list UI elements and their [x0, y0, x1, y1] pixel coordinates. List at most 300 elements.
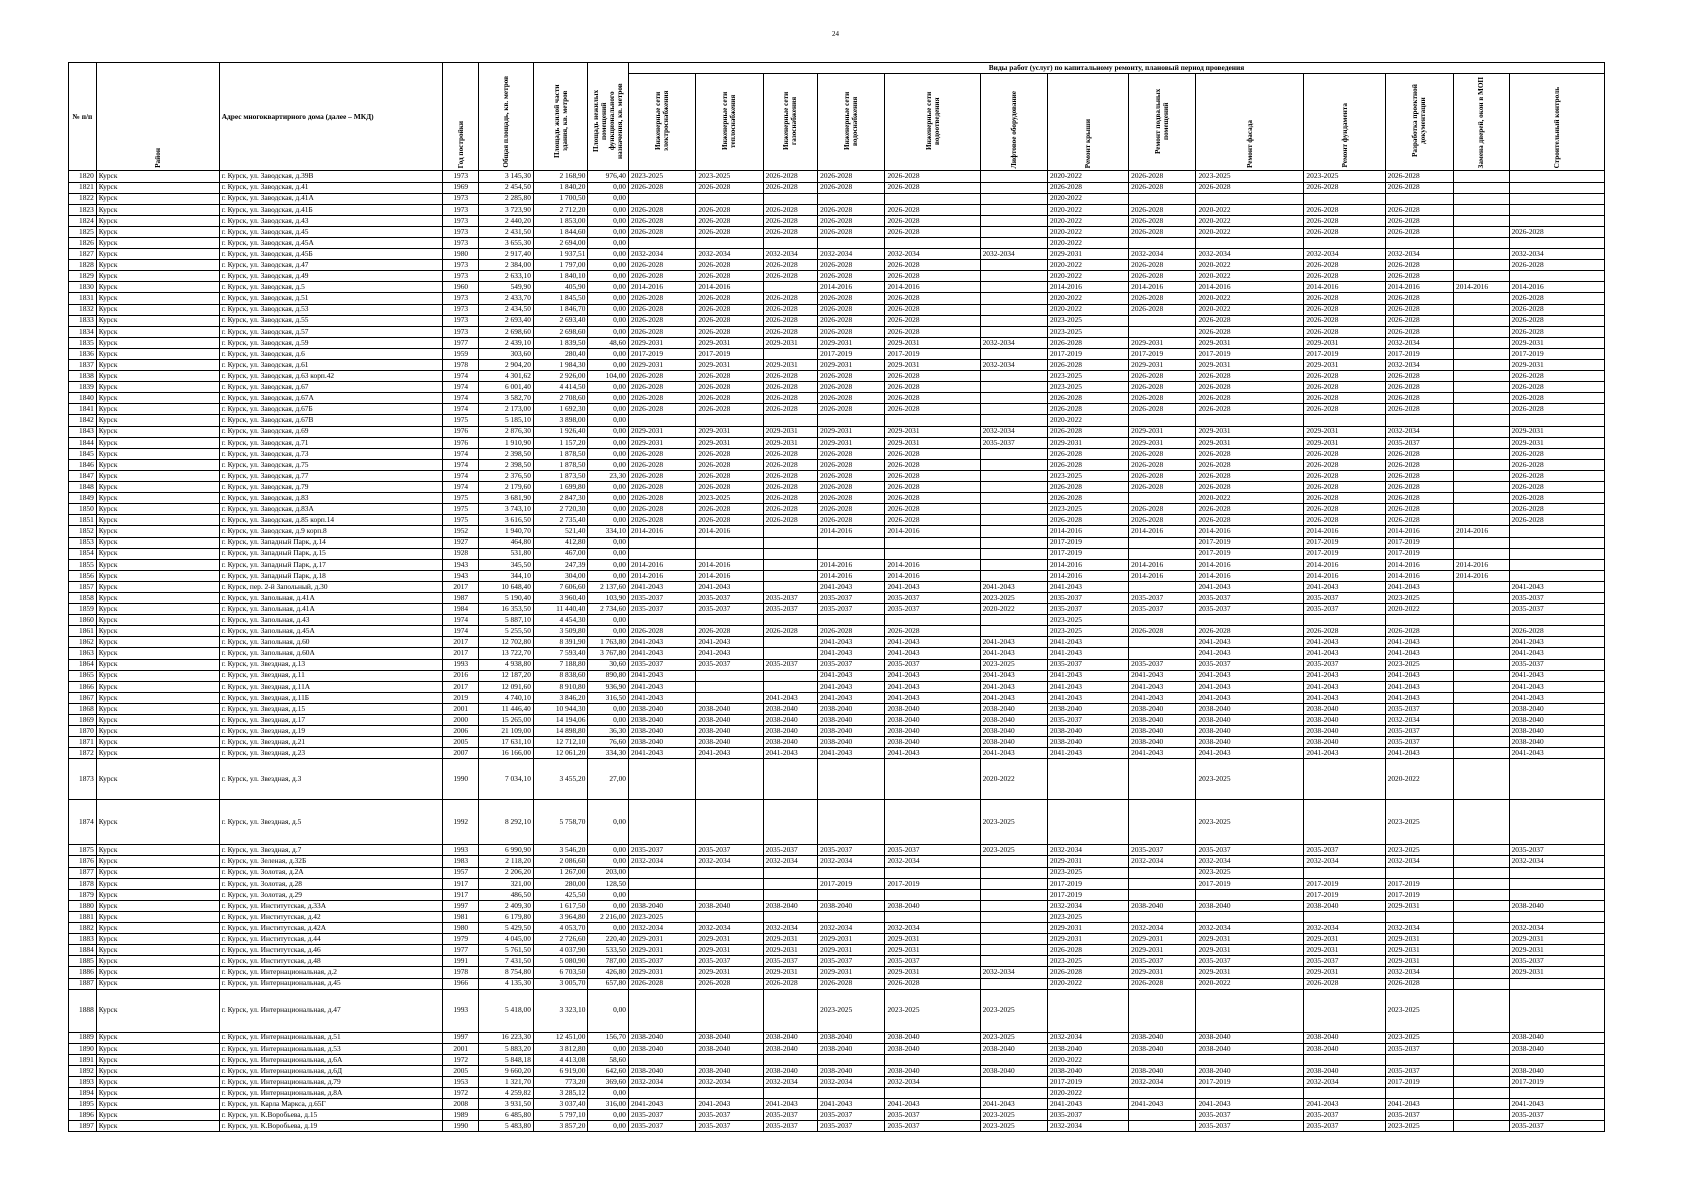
water-period: [818, 911, 885, 922]
district: Курск: [96, 260, 219, 271]
foundation-period: 2014-2016: [1304, 282, 1385, 293]
living-area: 3 037,40: [533, 1099, 588, 1110]
design-period: 2017-2019: [1385, 537, 1453, 548]
heat-period: 2026-2028: [696, 404, 763, 415]
address: г. Курск, ул. Заводская, д.6: [219, 348, 442, 359]
roof-period: 2023-2025: [1047, 911, 1128, 922]
foundation-period: [1304, 989, 1385, 1032]
address: г. Курск, ул. Запольная, д.60: [219, 637, 442, 648]
lift-period: [980, 271, 1047, 282]
lift-period: [980, 415, 1047, 426]
nonliving-area: 426,80: [588, 967, 629, 978]
water-period: 2029-2031: [818, 360, 885, 371]
year: 1943: [443, 570, 479, 581]
table-row: [69, 271, 1605, 282]
facade-period: 2041-2043: [1196, 681, 1304, 692]
heat-period: 2041-2043: [696, 748, 763, 759]
facade-period: 2026-2028: [1196, 470, 1304, 481]
living-area: 4 053,70: [533, 923, 588, 934]
nonliving-area: 1 763,80: [588, 637, 629, 648]
year: 2017: [443, 581, 479, 592]
water-period: 2026-2028: [818, 260, 885, 271]
water-period: 2026-2028: [818, 515, 885, 526]
row-number: 1890: [69, 1043, 97, 1054]
heat-period: 2038-2040: [696, 1032, 763, 1043]
foundation-period: 2029-2031: [1304, 934, 1385, 945]
control-period: 2026-2028: [1509, 470, 1604, 481]
roof-period: 2020-2022: [1047, 215, 1128, 226]
doors-period: [1454, 360, 1510, 371]
drain-period: [885, 889, 980, 900]
design-period: 2023-2025: [1385, 989, 1453, 1032]
basement-period: 2026-2028: [1129, 182, 1196, 193]
facade-period: 2023-2025: [1196, 800, 1304, 845]
water-period: 2038-2040: [818, 1065, 885, 1076]
total-area: 7 431,50: [479, 956, 534, 967]
water-period: 2032-2034: [818, 856, 885, 867]
water-period: 2029-2031: [818, 337, 885, 348]
control-period: [1509, 759, 1604, 800]
facade-period: 2020-2022: [1196, 226, 1304, 237]
gas-period: 2032-2034: [763, 1076, 818, 1087]
living-area: 7 606,60: [533, 581, 588, 592]
doors-period: [1454, 482, 1510, 493]
elec-period: 2038-2040: [629, 1032, 696, 1043]
heat-period: 2029-2031: [696, 360, 763, 371]
heat-period: 2032-2034: [696, 923, 763, 934]
control-period: 2026-2028: [1509, 482, 1604, 493]
drain-period: 2029-2031: [885, 360, 980, 371]
doors-period: [1454, 437, 1510, 448]
water-period: 2026-2028: [818, 315, 885, 326]
year: 1989: [443, 1110, 479, 1121]
design-period: 2014-2016: [1385, 282, 1453, 293]
row-number: 1857: [69, 581, 97, 592]
drain-period: 2014-2016: [885, 570, 980, 581]
total-area: 4 259,82: [479, 1088, 534, 1099]
lift-period: [980, 626, 1047, 637]
total-area: 3 582,70: [479, 393, 534, 404]
total-area: 531,80: [479, 548, 534, 559]
gas-period: 2041-2043: [763, 692, 818, 703]
living-area: 1 797,00: [533, 260, 588, 271]
district: Курск: [96, 182, 219, 193]
table-row: [69, 337, 1605, 348]
roof-period: 2023-2025: [1047, 315, 1128, 326]
district: Курск: [96, 237, 219, 248]
elec-period: 2038-2040: [629, 715, 696, 726]
water-period: 2026-2028: [818, 326, 885, 337]
row-number: 1891: [69, 1054, 97, 1065]
elec-period: 2017-2019: [629, 348, 696, 359]
district: Курск: [96, 326, 219, 337]
doors-period: [1454, 204, 1510, 215]
year: 1993: [443, 845, 479, 856]
roof-period: 2020-2022: [1047, 193, 1128, 204]
roof-period: 2035-2037: [1047, 659, 1128, 670]
gas-period: 2026-2028: [763, 260, 818, 271]
row-number: 1838: [69, 371, 97, 382]
water-period: [818, 237, 885, 248]
doors-period: [1454, 493, 1510, 504]
total-area: 2 409,30: [479, 900, 534, 911]
row-number: 1850: [69, 504, 97, 515]
table-row: [69, 415, 1605, 426]
elec-period: 2026-2028: [629, 326, 696, 337]
address: г. Курск, ул. Западный Парк, д.17: [219, 559, 442, 570]
facade-period: 2041-2043: [1196, 670, 1304, 681]
header-nonliving-area: Площадь нежилых помещений функционального назначения, кв. метров: [588, 63, 629, 171]
elec-period: 2026-2028: [629, 459, 696, 470]
water-period: 2032-2034: [818, 1076, 885, 1087]
elec-period: [629, 889, 696, 900]
basement-period: [1129, 415, 1196, 426]
facade-period: 2035-2037: [1196, 659, 1304, 670]
elec-period: 2014-2016: [629, 526, 696, 537]
year: 1990: [443, 759, 479, 800]
control-period: 2029-2031: [1509, 945, 1604, 956]
district: Курск: [96, 637, 219, 648]
drain-period: 2026-2028: [885, 171, 980, 182]
foundation-period: 2032-2034: [1304, 923, 1385, 934]
table-row: [69, 426, 1605, 437]
heat-period: 2029-2031: [696, 967, 763, 978]
table-row: [69, 1121, 1605, 1132]
lift-period: [980, 900, 1047, 911]
drain-period: 2017-2019: [885, 878, 980, 889]
lift-period: [980, 226, 1047, 237]
design-period: [1385, 193, 1453, 204]
control-period: 2032-2034: [1509, 249, 1604, 260]
control-period: 2029-2031: [1509, 360, 1604, 371]
total-area: 464,80: [479, 537, 534, 548]
heat-period: 2026-2028: [696, 204, 763, 215]
design-period: 2023-2025: [1385, 800, 1453, 845]
address: г. Курск, ул. Звездная, д.11А: [219, 681, 442, 692]
lift-period: [980, 348, 1047, 359]
roof-period: 2026-2028: [1047, 945, 1128, 956]
drain-period: 2041-2043: [885, 637, 980, 648]
total-area: 2 454,50: [479, 182, 534, 193]
district: Курск: [96, 934, 219, 945]
facade-period: 2035-2037: [1196, 956, 1304, 967]
control-period: 2041-2043: [1509, 681, 1604, 692]
nonliving-area: 0,00: [588, 515, 629, 526]
table-row: [69, 703, 1605, 714]
nonliving-area: 0,00: [588, 382, 629, 393]
design-period: 2041-2043: [1385, 670, 1453, 681]
lift-period: [980, 911, 1047, 922]
water-period: 2014-2016: [818, 526, 885, 537]
row-number: 1894: [69, 1088, 97, 1099]
elec-period: 2035-2037: [629, 659, 696, 670]
drain-period: 2041-2043: [885, 581, 980, 592]
works-supertitle: Виды работ (услуг) по капитальному ремонту, плановый период проведения: [629, 63, 1605, 74]
lift-period: 2023-2025: [980, 1121, 1047, 1132]
basement-period: [1129, 537, 1196, 548]
foundation-period: 2035-2037: [1304, 604, 1385, 615]
district: Курск: [96, 204, 219, 215]
elec-period: 2041-2043: [629, 637, 696, 648]
nonliving-area: 0,00: [588, 348, 629, 359]
table-row: [69, 559, 1605, 570]
water-period: 2014-2016: [818, 559, 885, 570]
row-number: 1875: [69, 845, 97, 856]
doors-period: [1454, 426, 1510, 437]
water-period: 2026-2028: [818, 171, 885, 182]
roof-period: 2023-2025: [1047, 371, 1128, 382]
heat-period: 2026-2028: [696, 293, 763, 304]
design-period: 2026-2028: [1385, 978, 1453, 989]
district: Курск: [96, 537, 219, 548]
water-period: 2026-2028: [818, 271, 885, 282]
drain-period: 2026-2028: [885, 204, 980, 215]
water-period: [818, 867, 885, 878]
heat-period: [696, 615, 763, 626]
drain-period: 2026-2028: [885, 482, 980, 493]
doors-period: [1454, 470, 1510, 481]
district: Курск: [96, 759, 219, 800]
drain-period: [885, 800, 980, 845]
heat-period: 2029-2031: [696, 934, 763, 945]
lift-period: 2032-2034: [980, 426, 1047, 437]
district: Курск: [96, 249, 219, 260]
basement-period: [1129, 615, 1196, 626]
heat-period: 2038-2040: [696, 1043, 763, 1054]
water-period: 2035-2037: [818, 592, 885, 603]
water-period: 2026-2028: [818, 304, 885, 315]
year: 1973: [443, 260, 479, 271]
address: г. Курск, ул. Звездная, д.5: [219, 800, 442, 845]
district: Курск: [96, 945, 219, 956]
year: 1973: [443, 171, 479, 182]
nonliving-area: 103,90: [588, 592, 629, 603]
address: г. Курск, ул. Заводская, д.75: [219, 459, 442, 470]
facade-period: 2041-2043: [1196, 637, 1304, 648]
nonliving-area: 36,30: [588, 726, 629, 737]
basement-period: 2026-2028: [1129, 215, 1196, 226]
total-area: 5 761,50: [479, 945, 534, 956]
doors-period: [1454, 715, 1510, 726]
facade-period: 2014-2016: [1196, 570, 1304, 581]
design-period: 2041-2043: [1385, 748, 1453, 759]
drain-period: 2035-2037: [885, 845, 980, 856]
row-number: 1832: [69, 304, 97, 315]
heat-period: [696, 1054, 763, 1065]
gas-period: 2038-2040: [763, 737, 818, 748]
header-basement: Ремонт подвальных помещений: [1129, 74, 1196, 171]
design-period: 2017-2019: [1385, 548, 1453, 559]
gas-period: 2029-2031: [763, 437, 818, 448]
drain-period: 2038-2040: [885, 1065, 980, 1076]
design-period: 2026-2028: [1385, 293, 1453, 304]
address: г. Курск, ул. Звездная, д.19: [219, 726, 442, 737]
facade-period: 2035-2037: [1196, 1110, 1304, 1121]
header-roof: Ремонт крыши: [1047, 74, 1128, 171]
control-period: 2029-2031: [1509, 967, 1604, 978]
table-body: [69, 171, 1605, 1132]
row-number: 1893: [69, 1076, 97, 1087]
elec-period: 2026-2028: [629, 382, 696, 393]
design-period: 2014-2016: [1385, 570, 1453, 581]
nonliving-area: 0,00: [588, 315, 629, 326]
heat-period: [696, 193, 763, 204]
foundation-period: 2038-2040: [1304, 737, 1385, 748]
row-number: 1883: [69, 934, 97, 945]
water-period: 2026-2028: [818, 493, 885, 504]
table-row: [69, 1076, 1605, 1087]
control-period: 2035-2037: [1509, 659, 1604, 670]
living-area: 280,40: [533, 348, 588, 359]
gas-period: [763, 526, 818, 537]
living-area: 3 846,20: [533, 692, 588, 703]
design-period: 2026-2028: [1385, 215, 1453, 226]
doors-period: [1454, 304, 1510, 315]
elec-period: 2029-2031: [629, 967, 696, 978]
living-area: 2 694,00: [533, 237, 588, 248]
design-period: 2026-2028: [1385, 304, 1453, 315]
basement-period: 2032-2034: [1129, 249, 1196, 260]
table-row: [69, 1032, 1605, 1043]
year: 1953: [443, 1076, 479, 1087]
facade-period: 2041-2043: [1196, 748, 1304, 759]
roof-period: 2032-2034: [1047, 1121, 1128, 1132]
facade-period: [1196, 193, 1304, 204]
district: Курск: [96, 371, 219, 382]
drain-period: 2026-2028: [885, 293, 980, 304]
district: Курск: [96, 271, 219, 282]
row-number: 1841: [69, 404, 97, 415]
roof-period: [1047, 989, 1128, 1032]
facade-period: 2041-2043: [1196, 692, 1304, 703]
total-area: 2 398,50: [479, 448, 534, 459]
gas-period: 2038-2040: [763, 703, 818, 714]
drain-period: 2026-2028: [885, 215, 980, 226]
basement-period: 2038-2040: [1129, 1043, 1196, 1054]
basement-period: 2017-2019: [1129, 348, 1196, 359]
heat-period: 2032-2034: [696, 249, 763, 260]
nonliving-area: 657,80: [588, 978, 629, 989]
lift-period: [980, 878, 1047, 889]
drain-period: 2038-2040: [885, 703, 980, 714]
table-row: [69, 470, 1605, 481]
heat-period: 2014-2016: [696, 526, 763, 537]
heat-period: 2026-2028: [696, 393, 763, 404]
basement-period: 2029-2031: [1129, 337, 1196, 348]
design-period: 2026-2028: [1385, 371, 1453, 382]
design-period: 2032-2034: [1385, 967, 1453, 978]
heat-period: 2026-2028: [696, 371, 763, 382]
heat-period: 2026-2028: [696, 515, 763, 526]
facade-period: 2020-2022: [1196, 978, 1304, 989]
elec-period: 2038-2040: [629, 1065, 696, 1076]
row-number: 1852: [69, 526, 97, 537]
heat-period: 2026-2028: [696, 304, 763, 315]
foundation-period: 2029-2031: [1304, 945, 1385, 956]
facade-period: 2023-2025: [1196, 867, 1304, 878]
basement-period: 2035-2037: [1129, 659, 1196, 670]
lift-period: [980, 193, 1047, 204]
table-row: [69, 592, 1605, 603]
address: г. Курск, ул. Заводская, д.61: [219, 360, 442, 371]
living-area: 1 873,50: [533, 470, 588, 481]
gas-period: 2029-2031: [763, 360, 818, 371]
living-area: 4 413,08: [533, 1054, 588, 1065]
design-period: 2014-2016: [1385, 559, 1453, 570]
doors-period: [1454, 271, 1510, 282]
table-row: [69, 945, 1605, 956]
year: 1978: [443, 967, 479, 978]
water-period: 2038-2040: [818, 703, 885, 714]
drain-period: 2041-2043: [885, 1099, 980, 1110]
drain-period: 2029-2031: [885, 337, 980, 348]
lift-period: 2023-2025: [980, 659, 1047, 670]
total-area: 2 384,00: [479, 260, 534, 271]
heat-period: 2026-2028: [696, 382, 763, 393]
gas-period: [763, 911, 818, 922]
total-area: 2 876,30: [479, 426, 534, 437]
basement-period: 2038-2040: [1129, 703, 1196, 714]
foundation-period: [1304, 800, 1385, 845]
living-area: 1 692,30: [533, 404, 588, 415]
drain-period: 2041-2043: [885, 648, 980, 659]
control-period: 2029-2031: [1509, 426, 1604, 437]
header-doors: Замена дверей, окон в МОП: [1454, 74, 1510, 171]
lift-period: 2038-2040: [980, 1065, 1047, 1076]
doors-period: [1454, 182, 1510, 193]
facade-period: 2020-2022: [1196, 215, 1304, 226]
address: г. Курск, ул. Золотая, д.28: [219, 878, 442, 889]
design-period: [1385, 237, 1453, 248]
water-period: 2029-2031: [818, 945, 885, 956]
basement-period: 2035-2037: [1129, 604, 1196, 615]
design-period: [1385, 615, 1453, 626]
header-no: № п/п: [69, 63, 97, 171]
table-row: [69, 900, 1605, 911]
address: г. Курск, ул. Институтская, д.42: [219, 911, 442, 922]
doors-period: [1454, 237, 1510, 248]
design-period: 2041-2043: [1385, 637, 1453, 648]
water-period: [818, 548, 885, 559]
nonliving-area: 0,00: [588, 215, 629, 226]
drain-period: 2029-2031: [885, 437, 980, 448]
roof-period: 2023-2025: [1047, 326, 1128, 337]
gas-period: 2035-2037: [763, 604, 818, 615]
basement-period: [1129, 193, 1196, 204]
roof-period: 2029-2031: [1047, 934, 1128, 945]
total-area: 2 179,60: [479, 482, 534, 493]
drain-period: 2014-2016: [885, 559, 980, 570]
living-area: 2 712,20: [533, 204, 588, 215]
basement-period: 2038-2040: [1129, 900, 1196, 911]
heat-period: 2026-2028: [696, 226, 763, 237]
elec-period: [629, 1088, 696, 1099]
elec-period: 2038-2040: [629, 900, 696, 911]
roof-period: 2041-2043: [1047, 748, 1128, 759]
gas-period: 2035-2037: [763, 1121, 818, 1132]
district: Курск: [96, 515, 219, 526]
water-period: 2029-2031: [818, 437, 885, 448]
control-period: 2035-2037: [1509, 604, 1604, 615]
control-period: 2026-2028: [1509, 393, 1604, 404]
address: г. Курск, ул. Институтская, д.48: [219, 956, 442, 967]
total-area: 2 206,20: [479, 867, 534, 878]
doors-period: [1454, 978, 1510, 989]
district: Курск: [96, 978, 219, 989]
gas-period: 2026-2028: [763, 493, 818, 504]
foundation-period: 2029-2031: [1304, 426, 1385, 437]
facade-period: 2020-2022: [1196, 304, 1304, 315]
